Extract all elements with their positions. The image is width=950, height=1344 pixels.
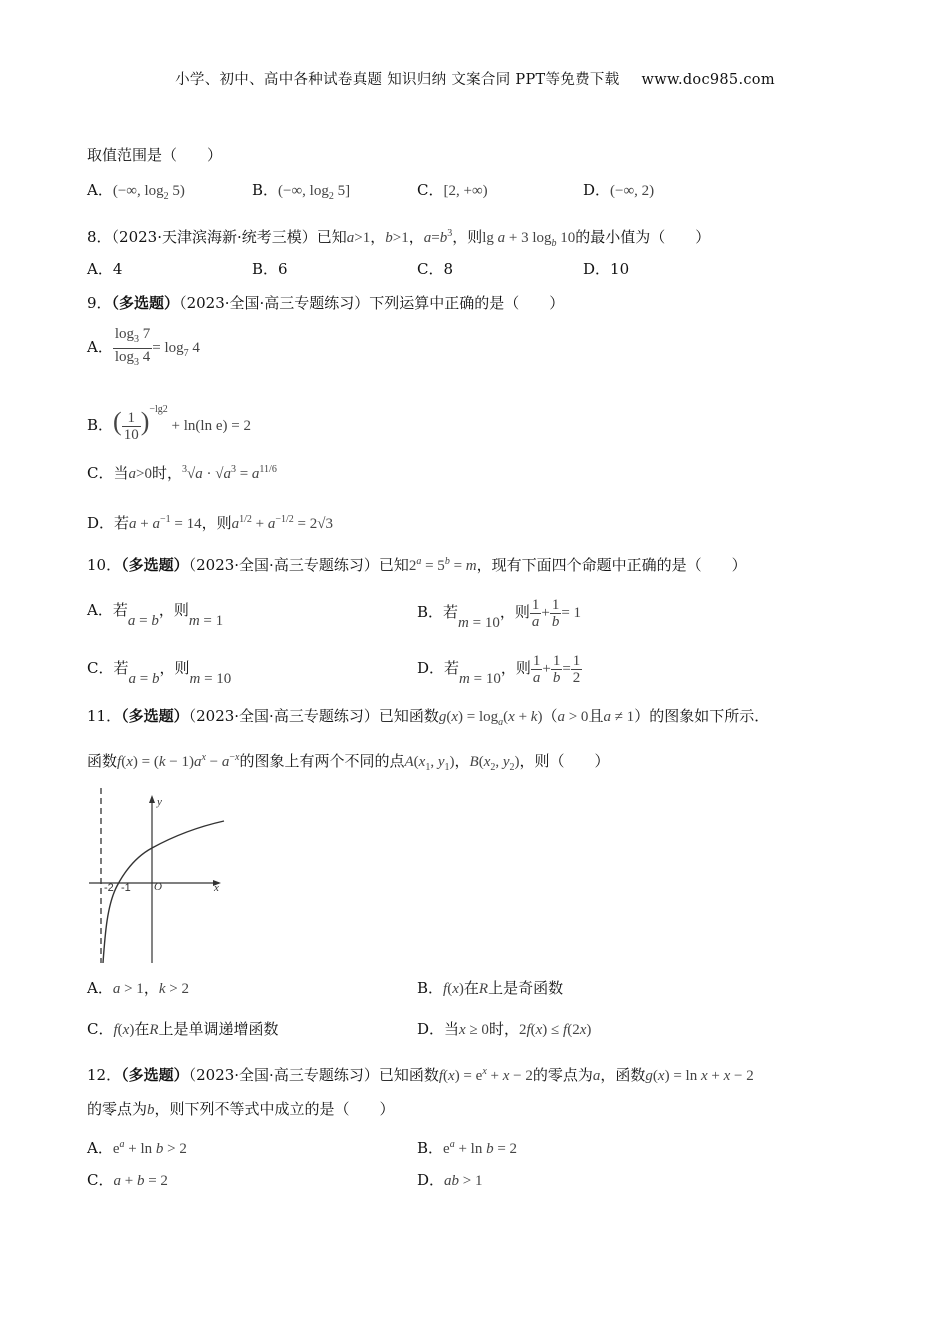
header-url[interactable]: www.doc985.com <box>641 72 775 88</box>
q10-option-b[interactable]: B．若m = 10，则 $\frac{1}{a}$ + $\frac{1}{b}$ = 1 <box>417 596 582 631</box>
q7-option-b[interactable]: B．(−∞, $\log_2 5$] <box>252 181 351 202</box>
q11-option-d[interactable]: D．当x ≥ 0时，2f(x) ≤ f(2x) <box>417 1020 592 1038</box>
tick-label-minus2: -2 <box>104 882 114 894</box>
log-function-graph <box>87 785 237 965</box>
tick-label-minus1: -1 <box>121 882 131 894</box>
q11-option-b[interactable]: B．f(x)在R上是奇函数 <box>417 979 564 997</box>
header-text: 小学、初中、高中各种试卷真题 知识归纳 文案合同 PPT等免费下载 <box>175 72 620 88</box>
q12-option-a[interactable]: A．$e^a + \ln b > 2$ <box>87 1139 187 1157</box>
q9-option-b[interactable]: B．( $\frac{1}{10}$ )$^{-lg2}$ + ln(ln e) = 2 <box>87 404 251 443</box>
q10-option-c[interactable]: C．若a = b，则m = 10 <box>87 659 232 687</box>
page-header <box>0 68 950 89</box>
q7-option-c[interactable]: C．[2, +∞) <box>417 181 488 199</box>
q8-option-b[interactable]: B．6 <box>252 260 288 278</box>
q12-option-b[interactable]: B．$e^a + \ln b = 2$ <box>417 1139 518 1157</box>
q10-stem: 10．（多选题）（2023·全国·高三专题练习）已知$2^a = 5^b = m$，现有下面四个命题中正确的是（ ） <box>87 556 747 574</box>
origin-label: O <box>154 881 162 893</box>
q9-option-d[interactable]: D．若$a + a^{-1} = 14$，则$a^{1/2} + a^{-1/2} = 2√3$ <box>87 514 333 532</box>
q9-option-a[interactable]: A． $\frac{\log_3 7}{\log_3 4}$ = $\log_7 4$ <box>87 325 200 368</box>
q8-option-d[interactable]: D．10 <box>583 260 630 278</box>
q7-stem-tail: 取值范围是（ ） <box>87 146 223 164</box>
q11-option-c[interactable]: C．f(x)在R上是单调递增函数 <box>87 1020 279 1038</box>
y-label: y <box>157 796 162 808</box>
q9-stem: 9．（多选题）（2023·全国·高三专题练习）下列运算中正确的是（ ） <box>87 294 565 312</box>
q8-stem: 8．（2023·天津滨海新·统考三模）已知a>1，b>1，$a=b^3$，则lg a + 3 $\log_b 10$的最小值为（ ） <box>87 228 711 249</box>
q12-stem-line2: 的零点为b，则下列不等式中成立的是（ ） <box>87 1100 395 1118</box>
q10-option-d[interactable]: D．若m = 10，则 $\frac{1}{a}$ + $\frac{1}{b}$ = $\frac{1}{2}$ <box>417 652 581 687</box>
q7-option-d[interactable]: D．(−∞, 2) <box>583 181 655 199</box>
q12-option-c[interactable]: C．a + b = 2 <box>87 1171 168 1189</box>
q8-option-a[interactable]: A．4 <box>87 260 123 278</box>
q11-stem: 11．（多选题）（2023·全国·高三专题练习）已知函数$g(x) = \log_a(x + k)(a > 0$且a ≠ 1）的图象如下所示． <box>87 707 770 728</box>
x-label: x <box>214 882 219 894</box>
q12-stem: 12．（多选题）（2023·全国·高三专题练习）已知函数$f(x) = e^x + x - 2$的零点为a，函数g(x) = ln x + x − 2 <box>87 1066 754 1084</box>
q11-stem-line2: 函数$f(x) = (k - 1)a^x - a^{-x}$的图象上有两个不同的点$A(x_1$, $y_1$)，$B(x_2$, $y_2$)，则（ ） <box>87 752 610 773</box>
q10-option-a[interactable]: A．若a = b，则m = 1 <box>87 601 224 629</box>
q9-option-c[interactable]: C．当a>0时，$^3√a \cdot √a^3 = a^{11/6}$ <box>87 464 277 482</box>
q7-option-a[interactable]: A．(−∞, $\log_2 5$) <box>87 181 185 202</box>
y-axis-arrow <box>149 795 155 803</box>
q8-option-c[interactable]: C．8 <box>417 260 454 278</box>
q12-option-d[interactable]: D．ab > 1 <box>417 1171 483 1189</box>
q11-option-a[interactable]: A．a > 1，k > 2 <box>87 979 189 997</box>
